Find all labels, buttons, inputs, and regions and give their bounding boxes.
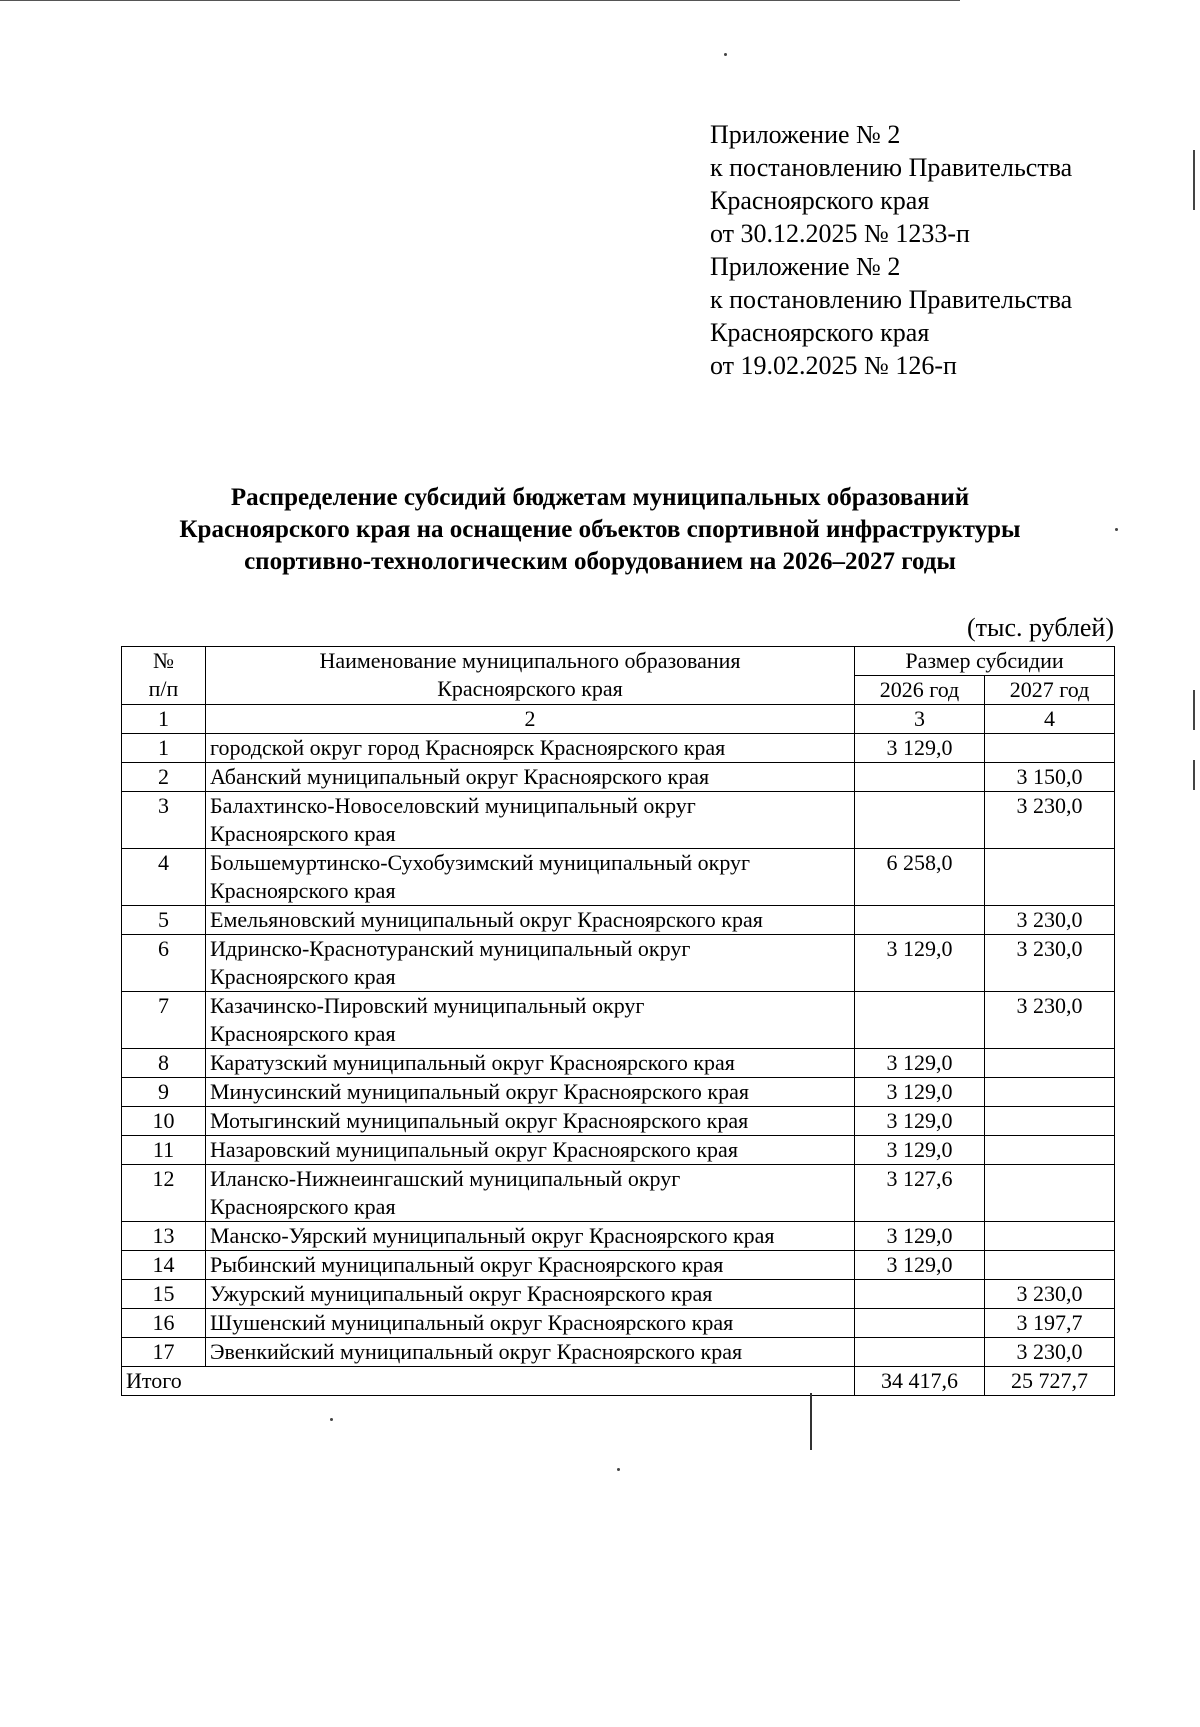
row-subsidy-2027 xyxy=(985,1222,1115,1251)
col-number: 3 xyxy=(855,705,985,734)
row-municipality-name: Назаровский муниципальный округ Красноярского края xyxy=(206,1136,855,1165)
row-subsidy-2026 xyxy=(855,992,985,1049)
table-row xyxy=(122,1107,1115,1136)
row-subsidy-2026: 3 129,0 xyxy=(855,1251,985,1280)
row-subsidy-2027 xyxy=(985,734,1115,763)
appendix-line: от 19.02.2025 № 126-п xyxy=(710,351,957,380)
row-subsidy-2026: 3 129,0 xyxy=(855,1078,985,1107)
table-row xyxy=(122,849,1115,906)
row-num: 7 xyxy=(122,992,206,1049)
table-row xyxy=(122,935,1115,992)
total-2026: 34 417,6 xyxy=(855,1367,985,1396)
scan-top-edge xyxy=(0,0,960,1)
row-subsidy-2026: 3 127,6 xyxy=(855,1165,985,1222)
row-municipality-name: Абанский муниципальный округ Красноярского края xyxy=(206,763,855,792)
col-number: 1 xyxy=(122,705,206,734)
row-subsidy-2027: 3 197,7 xyxy=(985,1309,1115,1338)
scan-artifact-line xyxy=(810,1393,812,1450)
row-subsidy-2027: 3 230,0 xyxy=(985,1280,1115,1309)
row-subsidy-2026: 3 129,0 xyxy=(855,1136,985,1165)
col-number: 2 xyxy=(206,705,855,734)
row-subsidy-2027: 3 230,0 xyxy=(985,792,1115,849)
row-subsidy-2026 xyxy=(855,1309,985,1338)
appendix-line: Красноярского края xyxy=(710,186,930,215)
row-subsidy-2027 xyxy=(985,1107,1115,1136)
row-municipality-name: Идринско-Краснотуранский муниципальный округ Красноярского края xyxy=(206,935,855,992)
row-municipality-name: Большемуртинско-Сухобузимский муниципальный округ Красноярского края xyxy=(206,849,855,906)
scan-artifact-edge xyxy=(1193,760,1195,790)
row-municipality-name: Эвенкийский муниципальный округ Красноярского края xyxy=(206,1338,855,1367)
appendix-line: Красноярского края xyxy=(710,318,930,347)
header-year-2027: 2027 год xyxy=(985,676,1115,705)
row-num: 8 xyxy=(122,1049,206,1078)
row-municipality-name: Емельяновский муниципальный округ Красноярского края xyxy=(206,906,855,935)
row-subsidy-2026 xyxy=(855,1338,985,1367)
row-subsidy-2027 xyxy=(985,1136,1115,1165)
total-row xyxy=(122,1367,1115,1396)
table-row xyxy=(122,906,1115,935)
table-row xyxy=(122,992,1115,1049)
row-num: 10 xyxy=(122,1107,206,1136)
row-num: 6 xyxy=(122,935,206,992)
row-subsidy-2027: 3 230,0 xyxy=(985,992,1115,1049)
table-row xyxy=(122,1222,1115,1251)
table-row xyxy=(122,1309,1115,1338)
row-num: 5 xyxy=(122,906,206,935)
scan-artifact-dot xyxy=(724,53,727,56)
row-num: 2 xyxy=(122,763,206,792)
row-municipality-name: Манско-Уярский муниципальный округ Красноярского края xyxy=(206,1222,855,1251)
table-row xyxy=(122,792,1115,849)
row-subsidy-2027 xyxy=(985,1165,1115,1222)
title-line: Распределение субсидий бюджетам муниципальных образований xyxy=(230,484,970,511)
col-number: 4 xyxy=(985,705,1115,734)
table-row xyxy=(122,1049,1115,1078)
row-subsidy-2027 xyxy=(985,1049,1115,1078)
row-num: 14 xyxy=(122,1251,206,1280)
appendix-line: от 30.12.2025 № 1233-п xyxy=(710,219,970,248)
row-municipality-name: Ужурский муниципальный округ Красноярского края xyxy=(206,1280,855,1309)
row-municipality-name: Шушенский муниципальный округ Красноярского края xyxy=(206,1309,855,1338)
table-body xyxy=(122,734,1115,1367)
scan-artifact-dot xyxy=(330,1418,333,1421)
row-num: 11 xyxy=(122,1136,206,1165)
row-municipality-name: Каратузский муниципальный округ Красноярского края xyxy=(206,1049,855,1078)
table-row xyxy=(122,1136,1115,1165)
row-municipality-name: Минусинский муниципальный округ Красноярского края xyxy=(206,1078,855,1107)
row-municipality-name: Казачинско-Пировский муниципальный округ Красноярского края xyxy=(206,992,855,1049)
row-subsidy-2026: 3 129,0 xyxy=(855,1222,985,1251)
row-subsidy-2026: 3 129,0 xyxy=(855,1049,985,1078)
row-subsidy-2026: 3 129,0 xyxy=(855,734,985,763)
row-municipality-name: Балахтинско-Новоселовский муниципальный округ Красноярского края xyxy=(206,792,855,849)
appendix-line: к постановлению Правительства xyxy=(710,153,1073,182)
title-line: Красноярского края на оснащение объектов спортивной инфраструктуры xyxy=(179,516,1021,543)
row-subsidy-2027 xyxy=(985,849,1115,906)
total-label: Итого xyxy=(122,1367,855,1396)
row-subsidy-2027: 3 150,0 xyxy=(985,763,1115,792)
row-subsidy-2027 xyxy=(985,1251,1115,1280)
row-subsidy-2026: 3 129,0 xyxy=(855,1107,985,1136)
appendix-line: Приложение № 2 xyxy=(710,252,901,281)
row-subsidy-2026 xyxy=(855,1280,985,1309)
row-municipality-name: городской округ город Красноярск Красноярского края xyxy=(206,734,855,763)
table-row xyxy=(122,1280,1115,1309)
appendix-line: к постановлению Правительства xyxy=(710,285,1073,314)
table-row xyxy=(122,1078,1115,1107)
title-line: спортивно-технологическим оборудованием на 2026–2027 годы xyxy=(244,548,956,575)
row-subsidy-2027: 3 230,0 xyxy=(985,935,1115,992)
row-num: 9 xyxy=(122,1078,206,1107)
row-subsidy-2026 xyxy=(855,906,985,935)
subsidy-table xyxy=(121,646,1115,1396)
table-row xyxy=(122,763,1115,792)
row-municipality-name: Рыбинский муниципальный округ Красноярского края xyxy=(206,1251,855,1280)
table-row xyxy=(122,1165,1115,1222)
row-num: 17 xyxy=(122,1338,206,1367)
table-row xyxy=(122,1338,1115,1367)
row-subsidy-2027 xyxy=(985,1078,1115,1107)
scan-artifact-edge xyxy=(1193,150,1195,210)
row-subsidy-2027: 3 230,0 xyxy=(985,1338,1115,1367)
row-num: 15 xyxy=(122,1280,206,1309)
scan-artifact-dot xyxy=(1115,528,1118,531)
row-municipality-name: Мотыгинский муниципальный округ Красноярского края xyxy=(206,1107,855,1136)
row-subsidy-2026: 3 129,0 xyxy=(855,935,985,992)
header-num: № п/п xyxy=(122,647,206,705)
appendix-header-current xyxy=(710,118,1180,250)
scan-artifact-edge xyxy=(1193,690,1195,730)
table-row xyxy=(122,734,1115,763)
scan-artifact-dot xyxy=(617,1468,620,1471)
appendix-line: Приложение № 2 xyxy=(710,120,901,149)
appendix-header-previous xyxy=(710,250,1180,382)
row-subsidy-2026 xyxy=(855,763,985,792)
row-municipality-name: Иланско-Нижнеингашский муниципальный округ Красноярского края xyxy=(206,1165,855,1222)
row-num: 4 xyxy=(122,849,206,906)
table-row xyxy=(122,1251,1115,1280)
total-2027: 25 727,7 xyxy=(985,1367,1115,1396)
row-num: 3 xyxy=(122,792,206,849)
row-num: 16 xyxy=(122,1309,206,1338)
header-subsidy-size: Размер субсидии xyxy=(855,647,1115,676)
row-subsidy-2026: 6 258,0 xyxy=(855,849,985,906)
document-title xyxy=(100,482,1100,578)
header-name: Наименование муниципального образования Красноярского края xyxy=(206,647,855,705)
row-num: 1 xyxy=(122,734,206,763)
row-subsidy-2027: 3 230,0 xyxy=(985,906,1115,935)
row-num: 12 xyxy=(122,1165,206,1222)
units-label: (тыс. рублей) xyxy=(966,613,1114,642)
row-subsidy-2026 xyxy=(855,792,985,849)
row-num: 13 xyxy=(122,1222,206,1251)
header-year-2026: 2026 год xyxy=(855,676,985,705)
